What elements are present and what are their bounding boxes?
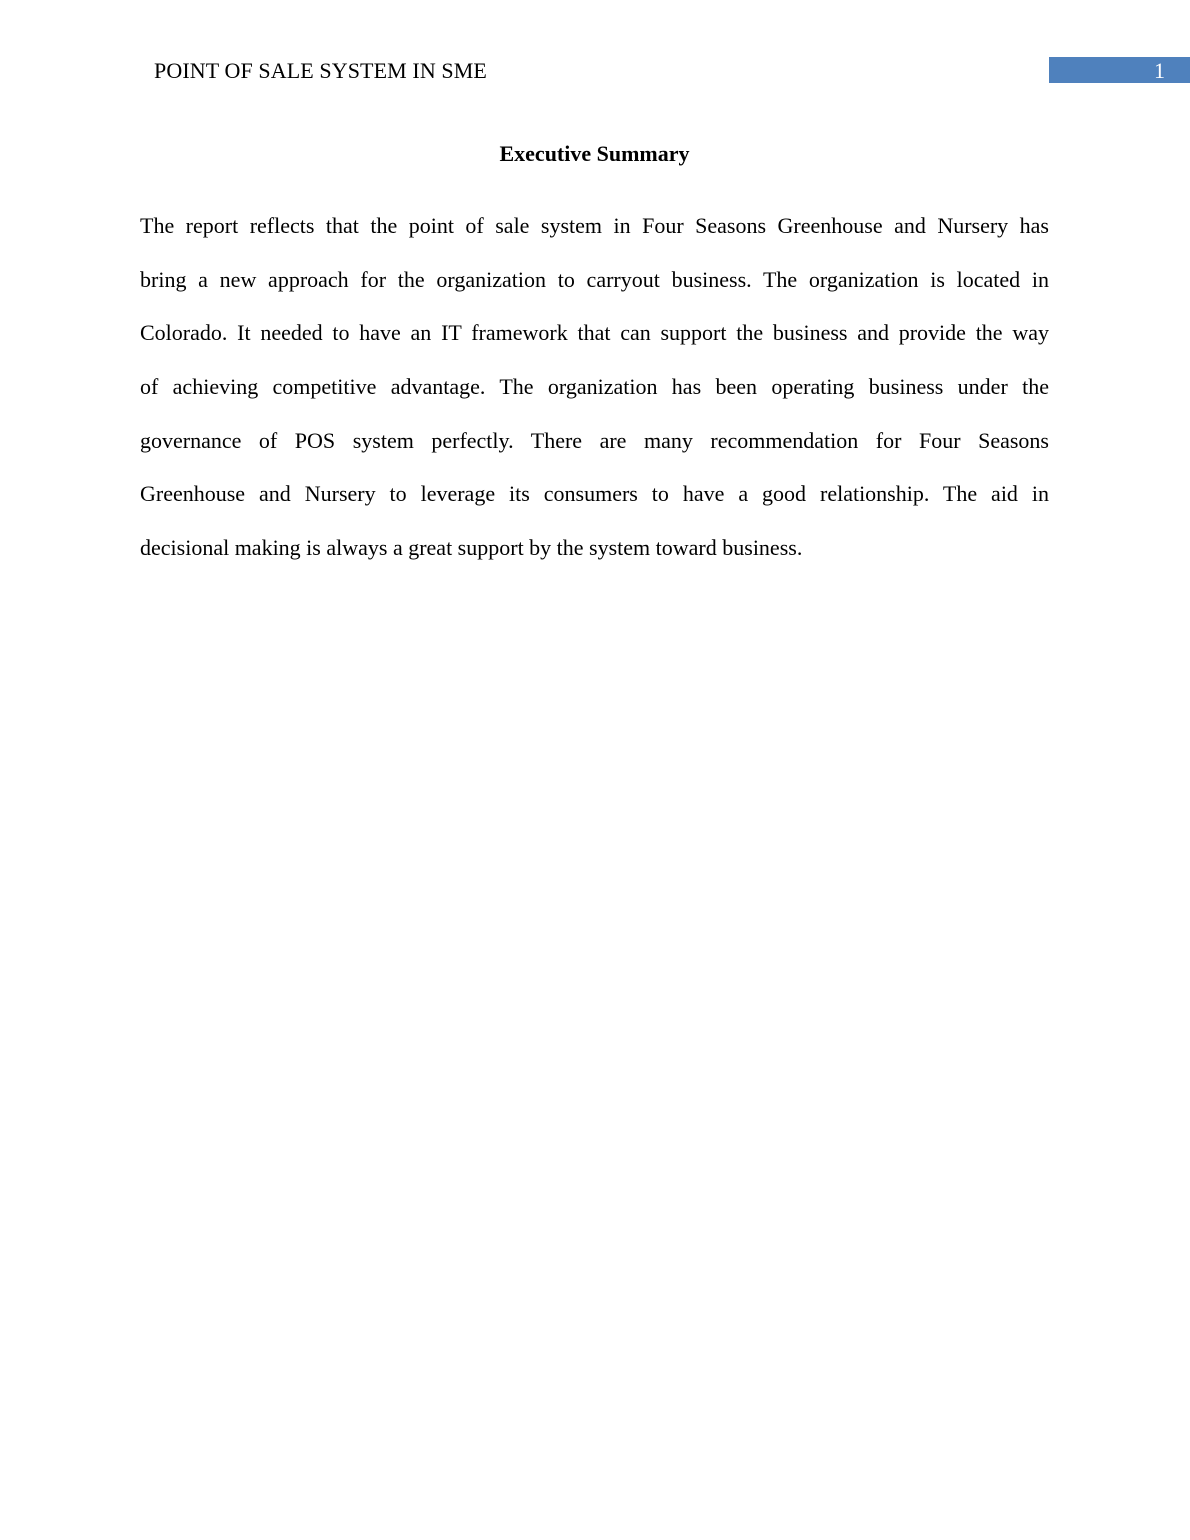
section-heading: Executive Summary <box>499 141 690 166</box>
paragraph-line: The report reflects that the point of sale system in Four Seasons Greenhouse and Nursery has <box>140 213 1049 238</box>
page-number: 1 <box>1154 58 1165 83</box>
paragraph-line: decisional making is always a great support by the system toward business. <box>140 535 803 561</box>
paragraph-line: Greenhouse and Nursery to leverage its consumers to have a good relationship. The aid in <box>140 481 1049 507</box>
paragraph-line: Colorado. It needed to have an IT framework that can support the business and provide the way <box>140 320 1049 346</box>
paragraph-line: of achieving competitive advantage. The organization has been operating business under the <box>140 374 1049 400</box>
summary-paragraph <box>140 199 1049 575</box>
page-number-badge <box>1049 57 1190 83</box>
paragraph-line: bring a new approach for the organization to carryout business. The organization is located in <box>140 266 1049 292</box>
paragraph-line: governance of POS system perfectly. There are many recommendation for Four Seasons <box>140 427 1049 453</box>
running-head-title: POINT OF SALE SYSTEM IN SME <box>154 58 487 83</box>
